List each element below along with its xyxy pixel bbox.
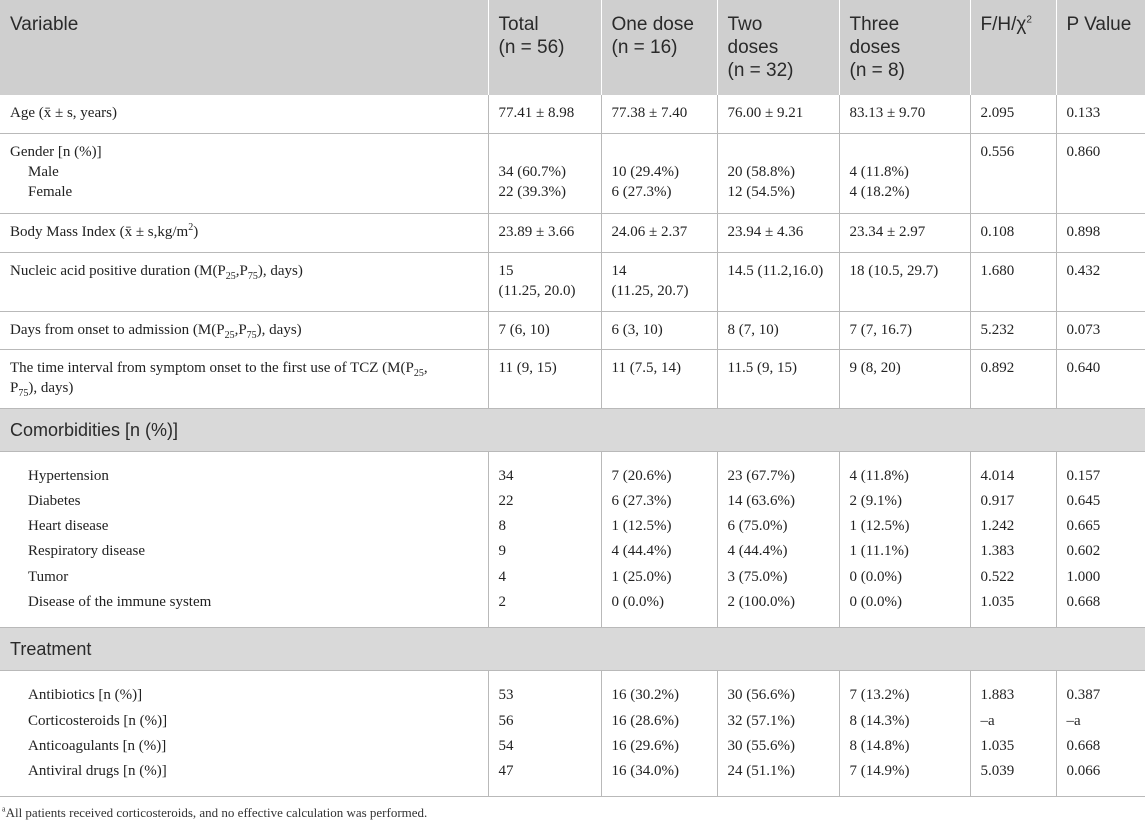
header-p-value: P Value <box>1056 0 1145 95</box>
cell-statistic: 4.014 0.917 1.242 1.383 0.522 1.035 <box>970 451 1056 628</box>
cell-label: Body Mass Index (x̄ ± $s,kg/m^2$) <box>0 213 488 252</box>
cell-two-doses: 30 (56.6%) 32 (57.1%) 30 (55.6%) 24 (51.1%) <box>717 671 839 797</box>
cell-total: 77.41 ± 8.98 <box>488 95 601 133</box>
cell-three-doses: 23.34 ± 2.97 <box>839 213 970 252</box>
cell-label: The time interval from symptom onset to the first use of TCZ ($M(P_{25}$, $P_{75}$), days) <box>0 349 488 408</box>
list-item: Corticosteroids [n (%)] <box>28 712 168 729</box>
cell-label: Age (x̄ ± s, years) <box>0 95 488 133</box>
list-item: Hypertension <box>28 467 109 484</box>
cell-statistic: 1.883 –a 1.035 5.039 <box>970 671 1056 797</box>
section-title: Treatment <box>0 628 1145 671</box>
cell-statistic: 2.095 <box>970 95 1056 133</box>
cell-two-doses: 23 (67.7%) 14 (63.6%) 6 (75.0%) 4 (44.4%) 3 (75.0%) 2 (100.0%) <box>717 451 839 628</box>
cell-statistic: 0.108 <box>970 213 1056 252</box>
cell-three-doses: 83.13 ± 9.70 <box>839 95 970 133</box>
treatment-block <box>0 671 1145 797</box>
cell-total: 15 (11.25, 20.0) <box>488 252 601 311</box>
cell-three-doses: 4 (11.8%) 2 (9.1%) 1 (12.5%) 1 (11.1%) 0 (0.0%) 0 (0.0%) <box>839 451 970 628</box>
footnote <box>0 797 1145 821</box>
cell-label: Gender [n (%)] Male Female <box>0 133 488 213</box>
cell-two-doses: 11.5 (9, 15) <box>717 349 839 408</box>
header-three-doses: Three doses (n = 8) <box>839 0 970 95</box>
section-comorbidities <box>0 408 1145 451</box>
list-item: Antiviral drugs [n (%)] <box>28 763 167 780</box>
header-two-doses: Two doses (n = 32) <box>717 0 839 95</box>
footnote-text: All patients received corticosteroids, and no effective calculation was performed. <box>5 805 428 821</box>
list-item: Respiratory disease <box>28 543 146 560</box>
row-bmi <box>0 213 1145 252</box>
cell-label <box>0 451 488 628</box>
header-variable: Variable <box>0 0 488 95</box>
cell-one-dose: 10 (29.4%) 6 (27.3%) <box>601 133 717 213</box>
cell-three-doses: 9 (8, 20) <box>839 349 970 408</box>
cell-label <box>0 671 488 797</box>
list-item: Diabetes <box>28 492 81 509</box>
cell-two-doses: 8 (7, 10) <box>717 311 839 349</box>
cell-p-value: 0.073 <box>1056 311 1145 349</box>
cell-p-value: 0.860 <box>1056 133 1145 213</box>
list-item: Heart disease <box>28 518 109 535</box>
list-item: Disease of the immune system <box>28 593 212 610</box>
cell-total: 34 (60.7%) 22 (39.3%) <box>488 133 601 213</box>
cell-p-value: 0.387 –a 0.668 0.066 <box>1056 671 1145 797</box>
cell-total: 53 56 54 47 <box>488 671 601 797</box>
cell-total: 34 22 8 9 4 2 <box>488 451 601 628</box>
cell-two-doses: 14.5 (11.2,16.0) <box>717 252 839 311</box>
cell-total: 11 (9, 15) <box>488 349 601 408</box>
cell-one-dose: 6 (3, 10) <box>601 311 717 349</box>
cell-one-dose: 77.38 ± 7.40 <box>601 95 717 133</box>
row-gender <box>0 133 1145 213</box>
cell-two-doses: 23.94 ± 4.36 <box>717 213 839 252</box>
cell-statistic: 5.232 <box>970 311 1056 349</box>
row-age <box>0 95 1145 133</box>
header-row <box>0 0 1145 95</box>
cell-one-dose: 24.06 ± 2.37 <box>601 213 717 252</box>
cell-label: Nucleic acid positive duration ($M(P_{25},P_{75})$, days) <box>0 252 488 311</box>
row-nucleic-acid <box>0 252 1145 311</box>
header-one-dose: One dose (n = 16) <box>601 0 717 95</box>
cell-statistic: 0.892 <box>970 349 1056 408</box>
cell-total: 23.89 ± 3.66 <box>488 213 601 252</box>
cell-three-doses: 4 (11.8%) 4 (18.2%) <box>839 133 970 213</box>
cell-one-dose: 16 (30.2%) 16 (28.6%) 16 (29.6%) 16 (34.0%) <box>601 671 717 797</box>
cell-statistic: 0.556 <box>970 133 1056 213</box>
cell-statistic: 1.680 <box>970 252 1056 311</box>
cell-p-value: 0.898 <box>1056 213 1145 252</box>
row-days-onset-admission <box>0 311 1145 349</box>
cell-three-doses: 18 (10.5, 29.7) <box>839 252 970 311</box>
cell-one-dose: 11 (7.5, 14) <box>601 349 717 408</box>
list-item: Anticoagulants [n (%)] <box>28 737 167 754</box>
section-title: Comorbidities [n (%)] <box>0 408 1145 451</box>
cell-one-dose: 14 (11.25, 20.7) <box>601 252 717 311</box>
header-statistic: $F/H/\chi^2$ <box>970 0 1056 95</box>
cell-label: Days from onset to admission ($M(P_{25},P_{75})$, days) <box>0 311 488 349</box>
cell-two-doses: 20 (58.8%) 12 (54.5%) <box>717 133 839 213</box>
list-item: Antibiotics [n (%)] <box>28 687 143 704</box>
cell-three-doses: 7 (13.2%) 8 (14.3%) 8 (14.8%) 7 (14.9%) <box>839 671 970 797</box>
comorbidities-block <box>0 451 1145 628</box>
cell-p-value: 0.432 <box>1056 252 1145 311</box>
cell-total: 7 (6, 10) <box>488 311 601 349</box>
list-item: Tumor <box>28 568 69 585</box>
cell-three-doses: 7 (7, 16.7) <box>839 311 970 349</box>
cell-two-doses: 76.00 ± 9.21 <box>717 95 839 133</box>
cell-p-value: 0.133 <box>1056 95 1145 133</box>
section-treatment <box>0 628 1145 671</box>
cell-p-value: 0.640 <box>1056 349 1145 408</box>
cell-one-dose: 7 (20.6%) 6 (27.3%) 1 (12.5%) 4 (44.4%) 1 (25.0%) 0 (0.0%) <box>601 451 717 628</box>
header-total: Total (n = 56) <box>488 0 601 95</box>
footnote-mark: a <box>2 805 6 815</box>
cell-p-value: 0.157 0.645 0.665 0.602 1.000 0.668 <box>1056 451 1145 628</box>
row-tcz-interval <box>0 349 1145 408</box>
